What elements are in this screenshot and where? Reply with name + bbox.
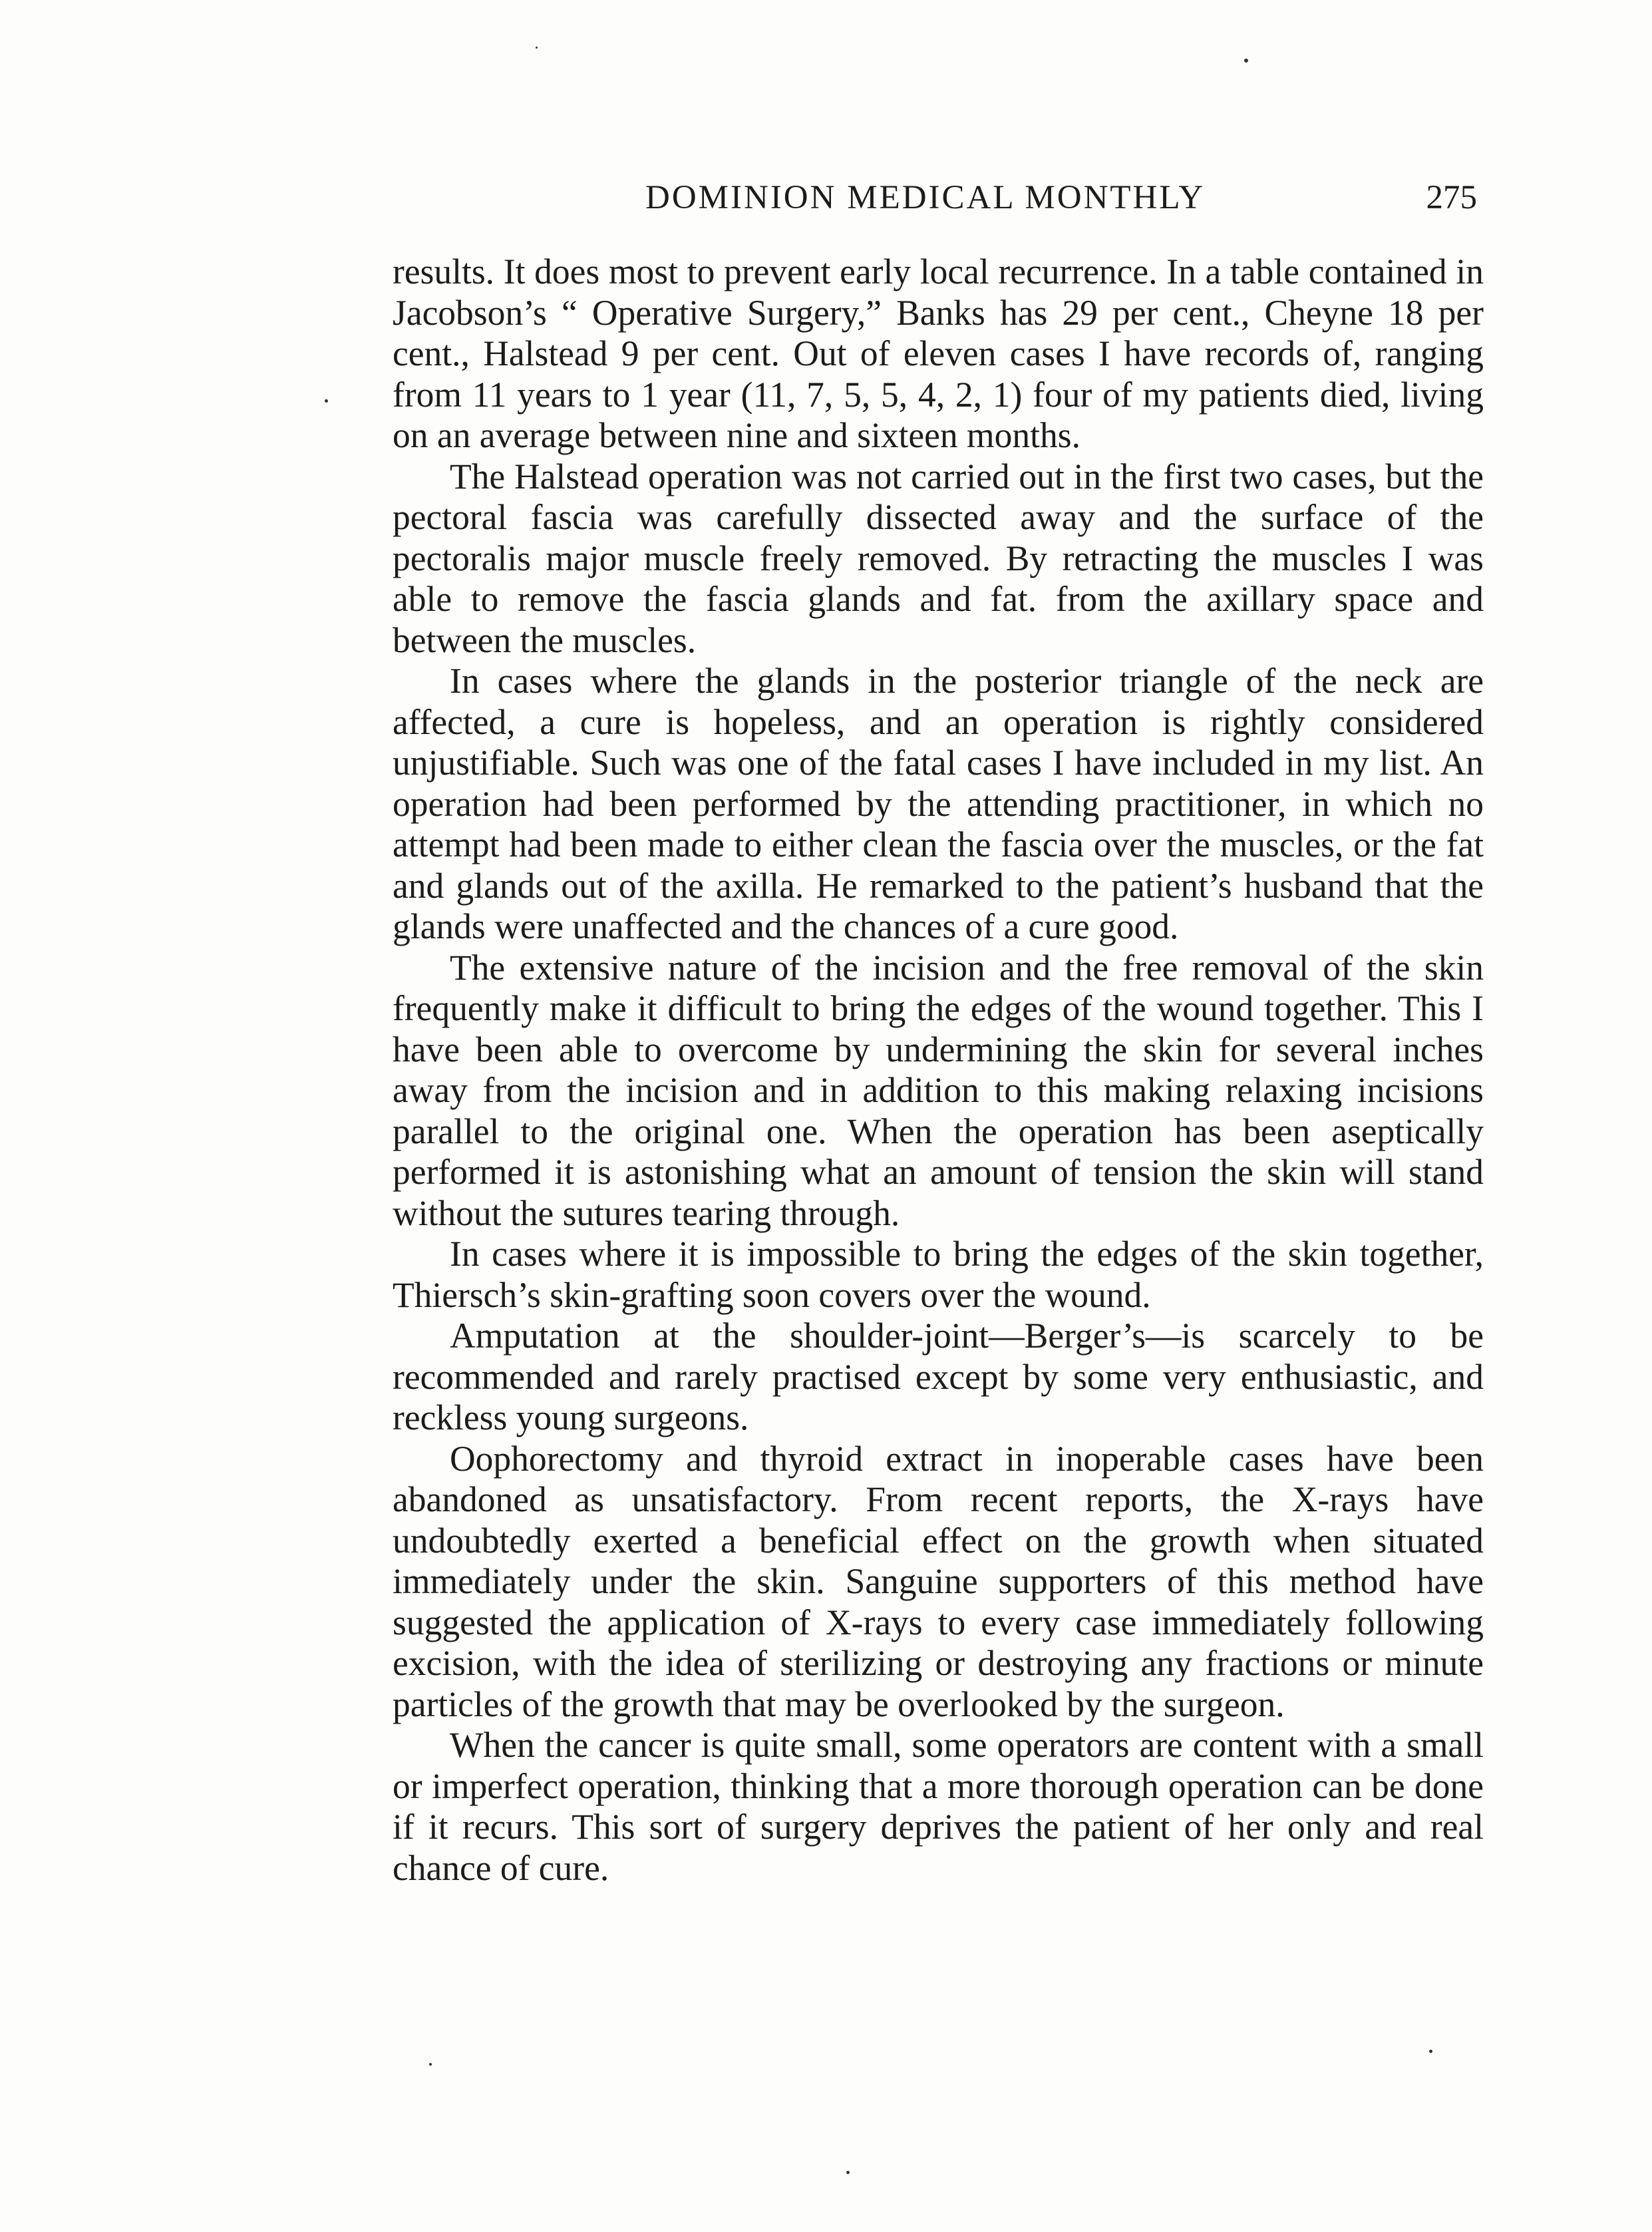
paragraph-7: Oophorectomy and thyroid extract in inoperable cases have been abandoned as unsatisfactory. From recent reports, the X-rays have undoubtedly exerted a beneficial effect on the growth when situated immediately under the skin. Sanguine supporters of this method have suggested the application of X-rays to every case immediately following excision, with the idea of sterilizing or destroying any fractions or minute particles of the growth that may be overlooked by the surgeon. [393,1438,1484,1724]
page-number: 275 [1426,179,1477,216]
page-header [399,178,1477,225]
paragraph-1: results. It does most to prevent early local recurrence. In a table contained in Jacobson’s “ Operative Surgery,” Banks has 29 per cent., Cheyne 18 per cent., Halstead 9 per cent. Out of eleven cases I have records of, ranging from 11 years to 1 year (11, 7, 5, 5, 4, 2, 1) four of my patients died, living on an average between nine and sixteen months. [393,252,1484,455]
scan-speck [429,2063,432,2066]
scan-speck [1244,59,1248,63]
scan-speck [536,47,538,49]
paragraph-4: The extensive nature of the incision and the free removal of the skin frequently make it difficult to bring the edges of the wound together. This I have been able to overcome by undermining the skin for several inches away from the incision and in addition to this making relaxing incisions parallel to the original one. When the operation has been aseptically performed it is astonishing what an amount of tension the skin will stand without the sutures tearing through. [393,947,1484,1233]
scan-speck [325,399,328,403]
article-body [393,252,1484,1889]
paragraph-2: The Halstead operation was not carried out in the first two cases, but the pectoral fascia was carefully dissected away and the surface of the pectoralis major muscle freely removed. By retracting the muscles I was able to remove the fascia glands and fat. from the axillary space and between the muscles. [393,456,1484,660]
scan-speck [846,2171,850,2174]
running-title: DOMINION MEDICAL MONTHLY [645,179,1206,216]
paragraph-5: In cases where it is impossible to bring the edges of the skin together, Thiersch’s skin-grafting soon covers over the wound. [393,1234,1484,1315]
scan-speck [1429,2050,1432,2053]
paragraph-6: Amputation at the shoulder-joint—Berger’s—is scarcely to be recommended and rarely practised except by some very enthusiastic, and reckless young surgeons. [393,1316,1484,1437]
paragraph-8: When the cancer is quite small, some operators are content with a small or imperfect operation, thinking that a more thorough operation can be done if it recurs. This sort of surgery deprives the patient of her only and real chance of cure. [393,1725,1484,1888]
paragraph-3: In cases where the glands in the posterior triangle of the neck are affected, a cure is hopeless, and an operation is rightly considered unjustifiable. Such was one of the fatal cases I have included in my list. An operation had been performed by the attending practitioner, in which no attempt had been made to either clean the fascia over the muscles, or the fat and glands out of the axilla. He remarked to the patient’s husband that the glands were unaffected and the chances of a cure good. [393,661,1484,946]
